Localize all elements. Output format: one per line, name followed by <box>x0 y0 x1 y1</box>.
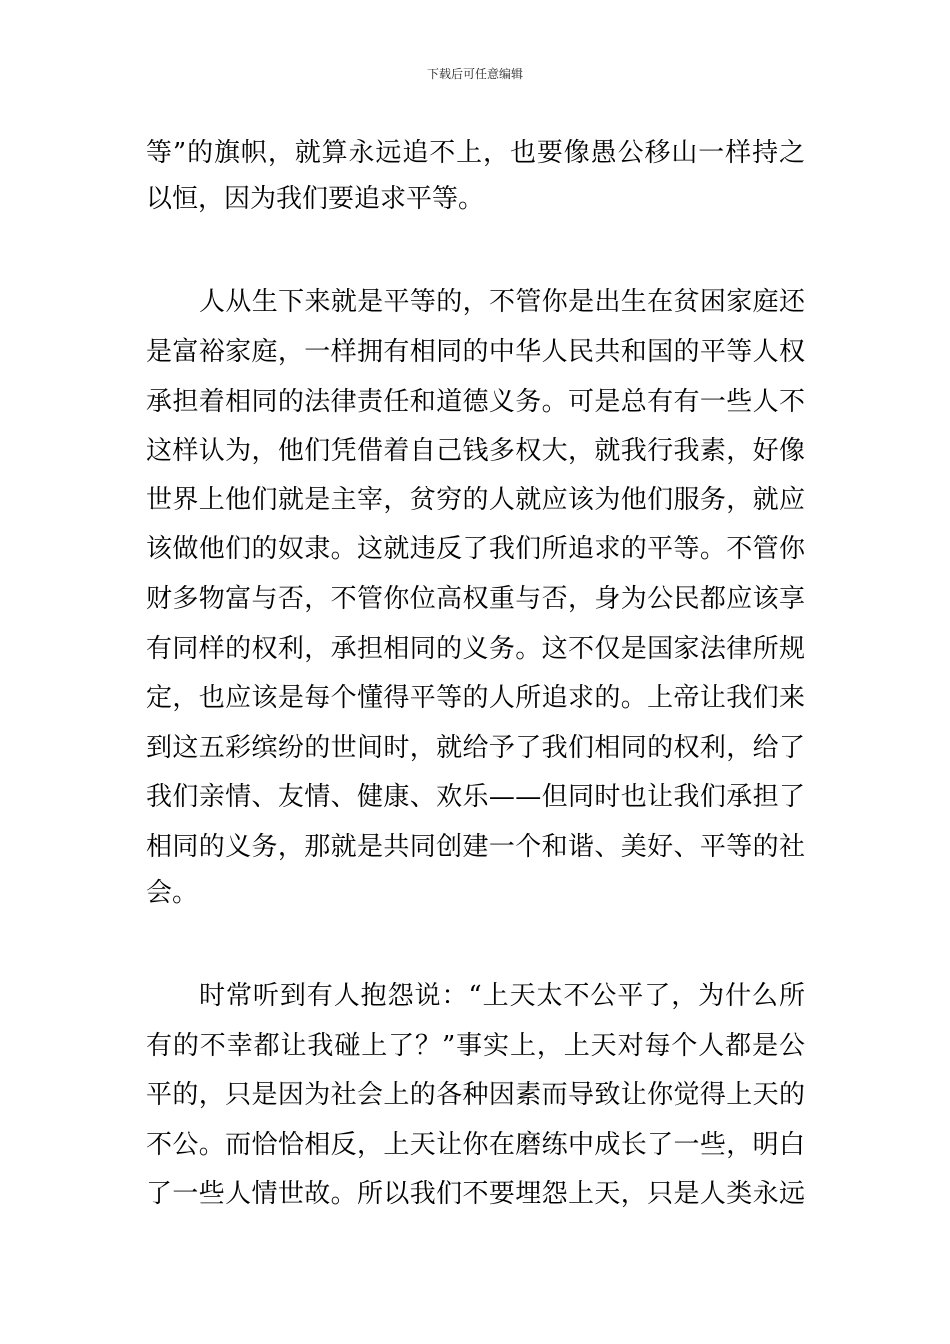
text-line: 平的，只是因为社会上的各种因素而导致让你觉得上天的 <box>146 1080 806 1110</box>
text-line: 了一些人情世故。所以我们不要埋怨上天，只是人类永远 <box>146 1179 806 1209</box>
text-line: 以恒，因为我们要追求平等。 <box>146 184 485 214</box>
text-line: 不公。而恰恰相反，上天让你在磨练中成长了一些，明白 <box>146 1130 806 1160</box>
text-line: 到这五彩缤纷的世间时，就给予了我们相同的权利，给了 <box>146 733 806 763</box>
text-line: 财多物富与否，不管你位高权重与否，身为公民都应该享 <box>146 584 806 614</box>
text-line: 这样认为，他们凭借着自己钱多权大，就我行我素，好像 <box>146 436 806 466</box>
text-line: 有同样的权利，承担相同的义务。这不仅是国家法律所规 <box>146 634 806 664</box>
text-line: 是富裕家庭，一样拥有相同的中华人民共和国的平等人权 <box>146 337 806 367</box>
text-line: 承担着相同的法律责任和道德义务。可是总有有一些人不 <box>146 387 806 417</box>
text-line: 会。 <box>146 878 199 908</box>
text-line: 时常听到有人抱怨说：“上天太不公平了，为什么所 <box>199 981 806 1011</box>
text-line: 我们亲情、友情、健康、欢乐——但同时也让我们承担了 <box>146 782 806 812</box>
text-line: 世界上他们就是主宰，贫穷的人就应该为他们服务，就应 <box>146 485 806 515</box>
text-line: 有的不幸都让我碰上了？”事实上，上天对每个人都是公 <box>146 1031 806 1061</box>
text-line: 人从生下来就是平等的，不管你是出生在贫困家庭还 <box>199 287 806 317</box>
text-line: 相同的义务，那就是共同创建一个和谐、美好、平等的社 <box>146 832 806 862</box>
text-line: 定，也应该是每个懂得平等的人所追求的。上帝让我们来 <box>146 683 806 713</box>
text-line: 等”的旗帜，就算永远追不上，也要像愚公移山一样持之 <box>146 138 806 168</box>
page-header: 下载后可任意编辑 <box>426 67 523 81</box>
text-line: 该做他们的奴隶。这就违反了我们所追求的平等。不管你 <box>146 534 806 564</box>
